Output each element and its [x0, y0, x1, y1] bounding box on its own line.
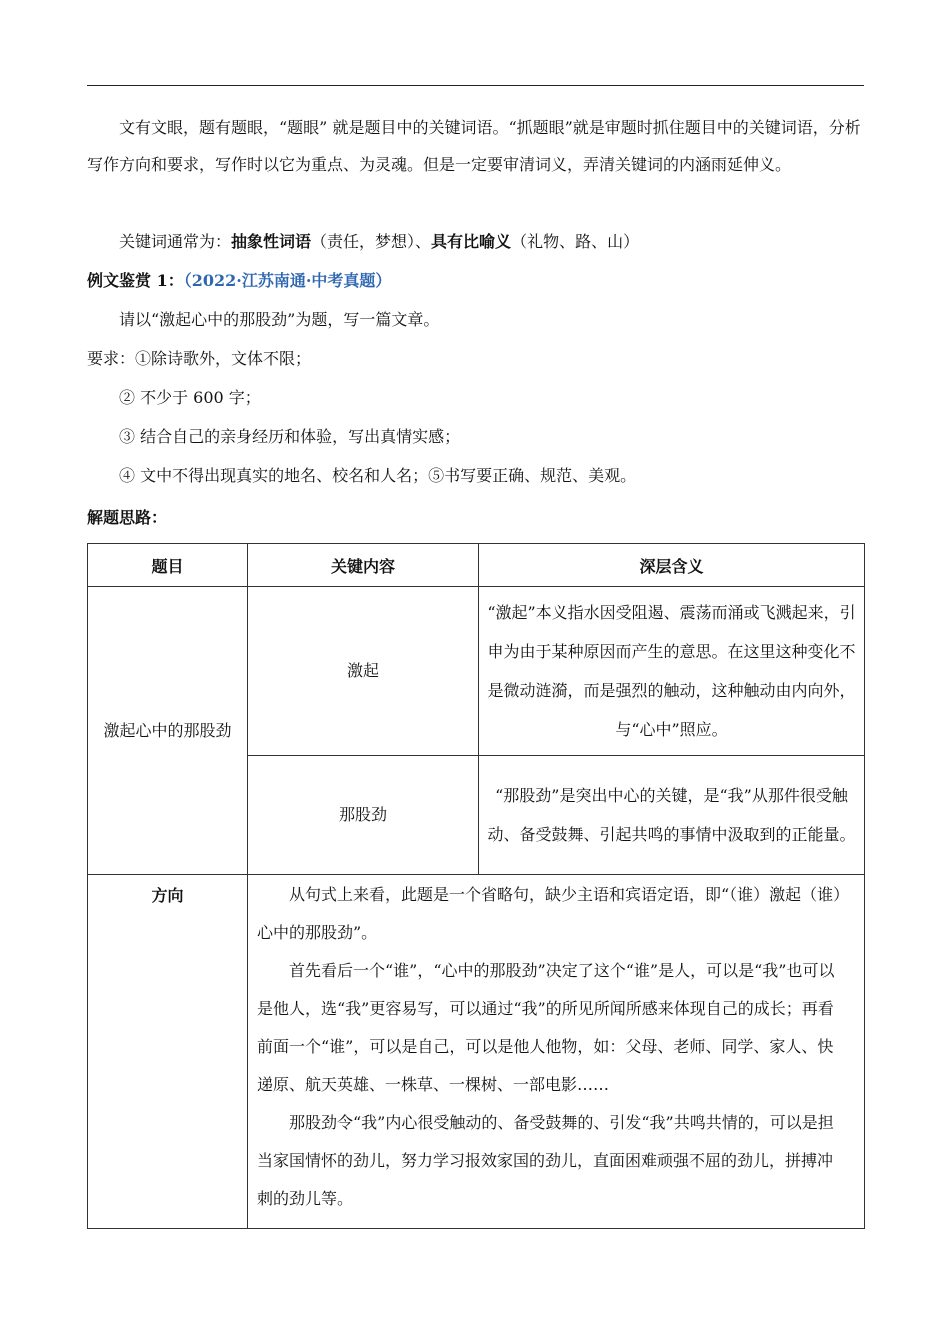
keyword-abstract: 抽象性词语 [231, 232, 312, 251]
example-source: （2022·江苏南通·中考真题） [183, 271, 392, 290]
example-prompt: 请以“激起心中的那股劲”为题，写一篇文章。 [119, 310, 440, 329]
keyword-metaphor: 具有比喻义 [431, 232, 512, 251]
direction-label: 方向 [88, 875, 248, 1229]
key-cell: 那股劲 [248, 756, 479, 875]
meaning-cell: “激起”本义指水因受阻遏、震荡而涌或飞溅起来，引申为由于某种原因而产生的意思。在这里这种变化不是微动涟漪，而是强烈的触动，这种触动由内向外，与“心中”照应。 [479, 587, 865, 756]
requirement-2: ② 不少于 600 字； [119, 388, 261, 407]
header-title: 题目 [88, 544, 248, 587]
header-meaning: 深层含义 [479, 544, 865, 587]
direction-paragraph: 首先看后一个“谁”，“心中的那股劲”决定了这个“谁”是人，可以是“我”也可以是他人，选“我”更容易写，可以通过“我”的所见所闻所感来体现自己的成长；再看前面一个“谁”，可以是自己，可以是他人他物，如：父母、老师、同学、家人、快递原、航天英雄、一株草、一棵树、一部电影…… [257, 961, 835, 1094]
requirement-4: ④ 文中不得出现真实的地名、校名和人名；⑤书写要正确、规范、美观。 [119, 466, 637, 485]
keyword-types-line [87, 223, 864, 260]
meaning-cell: “那股劲”是突出中心的关键，是“我”从那件很受触动、备受鼓舞、引起共鸣的事情中汲取到的正能量。 [479, 756, 865, 875]
direction-row [88, 875, 865, 1229]
table-header-row [88, 544, 865, 587]
header-rule [87, 85, 864, 86]
requirement-1: 要求：①除诗歌外，文体不限； [87, 349, 312, 368]
header-key: 关键内容 [248, 544, 479, 587]
direction-paragraph: 从句式上来看，此题是一个省略句，缺少主语和宾语定语，即“（谁）激起（谁）心中的那股劲”。 [257, 885, 842, 942]
direction-paragraph: 那股劲令“我”内心很受触动的、备受鼓舞的、引发“我”共鸣共情的，可以是担当家国情怀的劲儿，努力学习报效家国的劲儿，直面困难顽强不屈的劲儿，拼搏冲刺的劲儿等。 [257, 1113, 834, 1208]
analysis-table [87, 543, 865, 1229]
table-row [88, 587, 865, 756]
keyword-metaphor-examples: （礼物、路、山） [511, 232, 640, 251]
example-label: 例文鉴赏 1： [87, 271, 184, 290]
keyword-abstract-examples: （责任，梦想）、 [311, 232, 432, 251]
keyword-prefix: 关键词通常为： [119, 232, 232, 251]
requirement-3: ③ 结合自己的亲身经历和体验，写出真情实感； [119, 427, 461, 446]
key-cell: 激起 [248, 587, 479, 756]
example-heading [87, 262, 864, 299]
topic-title-cell: 激起心中的那股劲 [88, 587, 248, 875]
direction-content [248, 875, 865, 1229]
intro-paragraph: 文有文眼，题有题眼，“题眼” 就是题目中的关键词语。“抓题眼”就是审题时抓住题目中的关键词语，分析写作方向和要求，写作时以它为重点、为灵魂。但是一定要审清词义，弄清关键词的内涵雨延伸义。 [87, 118, 861, 174]
analysis-label: 解题思路： [87, 508, 168, 527]
